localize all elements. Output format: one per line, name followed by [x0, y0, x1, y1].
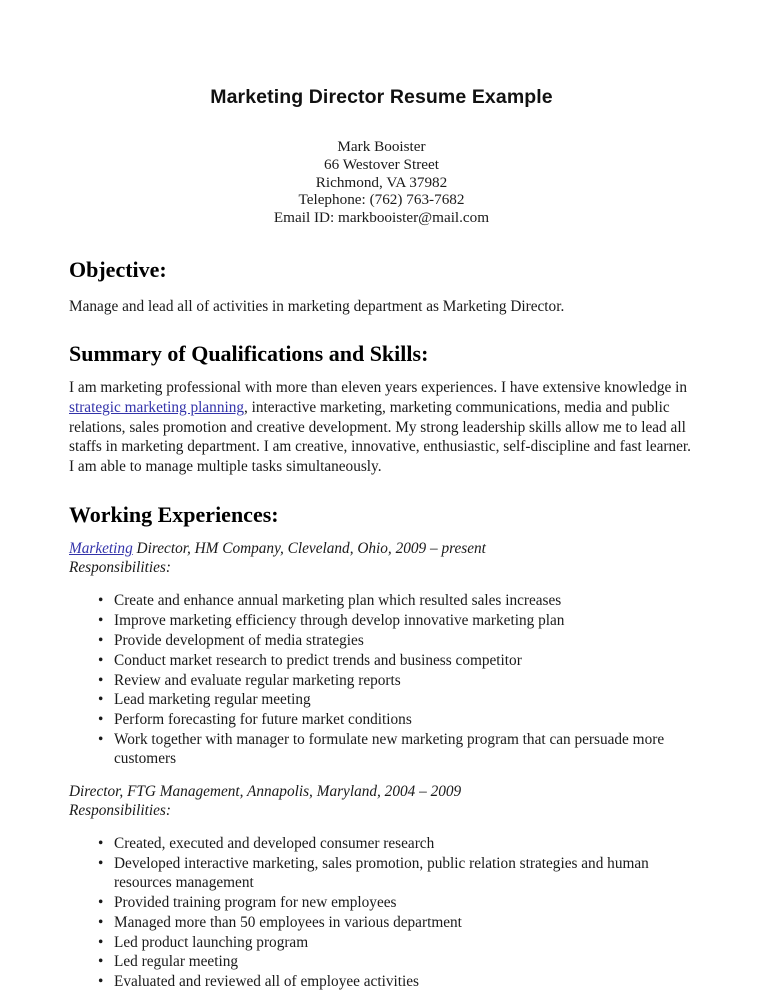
- list-item: [69, 611, 694, 630]
- list-item-text: Managed more than 50 employees in various department: [114, 913, 462, 931]
- bullet-icon: •: [98, 592, 104, 610]
- list-item-text: Created, executed and developed consumer research: [114, 835, 435, 853]
- bullet-icon: •: [98, 671, 104, 689]
- list-item: [69, 591, 694, 610]
- list-item: [69, 690, 694, 709]
- list-item: [69, 913, 694, 932]
- summary-text-before-link: I am marketing professional with more than eleven years experiences. I have extensive knowledge in: [69, 379, 688, 397]
- bullet-icon: •: [98, 854, 104, 872]
- contact-city: Richmond, VA 37982: [315, 173, 448, 191]
- bullet-icon: •: [98, 933, 104, 951]
- bullet-icon: •: [98, 913, 104, 931]
- list-item-text: Improve marketing efficiency through develop innovative marketing plan: [114, 612, 565, 630]
- bullet-icon: •: [98, 731, 104, 749]
- list-item: [69, 972, 694, 991]
- list-item-text: Provided training program for new employees: [114, 894, 397, 912]
- page-title: Marketing Director Resume Example: [210, 86, 553, 108]
- list-item: [69, 854, 694, 893]
- list-item: [69, 952, 694, 971]
- list-item-text: Lead marketing regular meeting: [114, 691, 311, 709]
- list-item-text: Conduct market research to predict trends and business competitor: [114, 651, 522, 669]
- bullet-icon: •: [98, 835, 104, 853]
- job-heading: Director, FTG Management, Annapolis, Maryland, 2004 – 2009: [69, 783, 462, 801]
- summary-text: [69, 366, 694, 476]
- contact-email: Email ID: markbooister@mail.com: [273, 208, 490, 226]
- resume-content: [69, 0, 694, 992]
- list-item: [69, 671, 694, 690]
- working-experiences-heading: Working Experiences:: [69, 502, 279, 528]
- list-item-text: Create and enhance annual marketing plan which resulted sales increases: [114, 592, 562, 610]
- list-item: [69, 834, 694, 853]
- list-item: [69, 710, 694, 729]
- objective-heading: Objective:: [69, 257, 167, 283]
- list-item-text: Review and evaluate regular marketing reports: [114, 671, 401, 689]
- objective-text: Manage and lead all of activities in marketing department as Marketing Director.: [69, 297, 565, 315]
- list-item-text: Led regular meeting: [114, 953, 239, 971]
- list-item-text: Led product launching program: [114, 933, 309, 951]
- bullet-icon: •: [98, 953, 104, 971]
- list-item-text: Work together with manager to formulate new marketing program that can persuade more customers: [114, 731, 665, 768]
- job-heading-text: Director, HM Company, Cleveland, Ohio, 2009 – present: [132, 540, 486, 558]
- strategic-marketing-planning-link[interactable]: strategic marketing planning: [69, 398, 245, 416]
- responsibilities-list: [69, 577, 694, 768]
- bullet-icon: •: [98, 632, 104, 650]
- bullet-icon: •: [98, 612, 104, 630]
- responsibilities-label: Responsibilities:: [69, 559, 171, 577]
- bullet-icon: •: [98, 651, 104, 669]
- list-item: [69, 893, 694, 912]
- bullet-icon: •: [98, 711, 104, 729]
- contact-block: [69, 109, 694, 226]
- summary-heading: Summary of Qualifications and Skills:: [69, 341, 429, 367]
- bullet-icon: •: [98, 894, 104, 912]
- list-item-text: Provide development of media strategies: [114, 632, 364, 650]
- list-item: [69, 651, 694, 670]
- marketing-link[interactable]: Marketing: [69, 540, 133, 558]
- bullet-icon: •: [98, 691, 104, 709]
- bullet-icon: •: [98, 973, 104, 991]
- list-item-text: Evaluated and reviewed all of employee activities: [114, 973, 419, 991]
- list-item-text: Perform forecasting for future market conditions: [114, 711, 412, 729]
- list-item: [69, 933, 694, 952]
- responsibilities-label: Responsibilities:: [69, 802, 171, 820]
- contact-telephone: Telephone: (762) 763-7682: [298, 191, 465, 209]
- responsibilities-list: [69, 820, 694, 991]
- list-item: [69, 631, 694, 650]
- summary-text-after-link: , interactive marketing, marketing communications, media and public relations, sales promotion and creative development. My strong leadership skills allow me to lead all staffs in marketing department. I am creative, innovative, enthusiastic, self-discipline and fast learner. I am able to manage multiple tasks simultaneously.: [69, 398, 692, 475]
- contact-name: Mark Booister: [337, 138, 426, 156]
- list-item: [69, 730, 694, 769]
- list-item-text: Developed interactive marketing, sales promotion, public relation strategies and human resources management: [114, 854, 649, 892]
- contact-street: 66 Westover Street: [324, 155, 439, 173]
- job-heading: [69, 527, 694, 558]
